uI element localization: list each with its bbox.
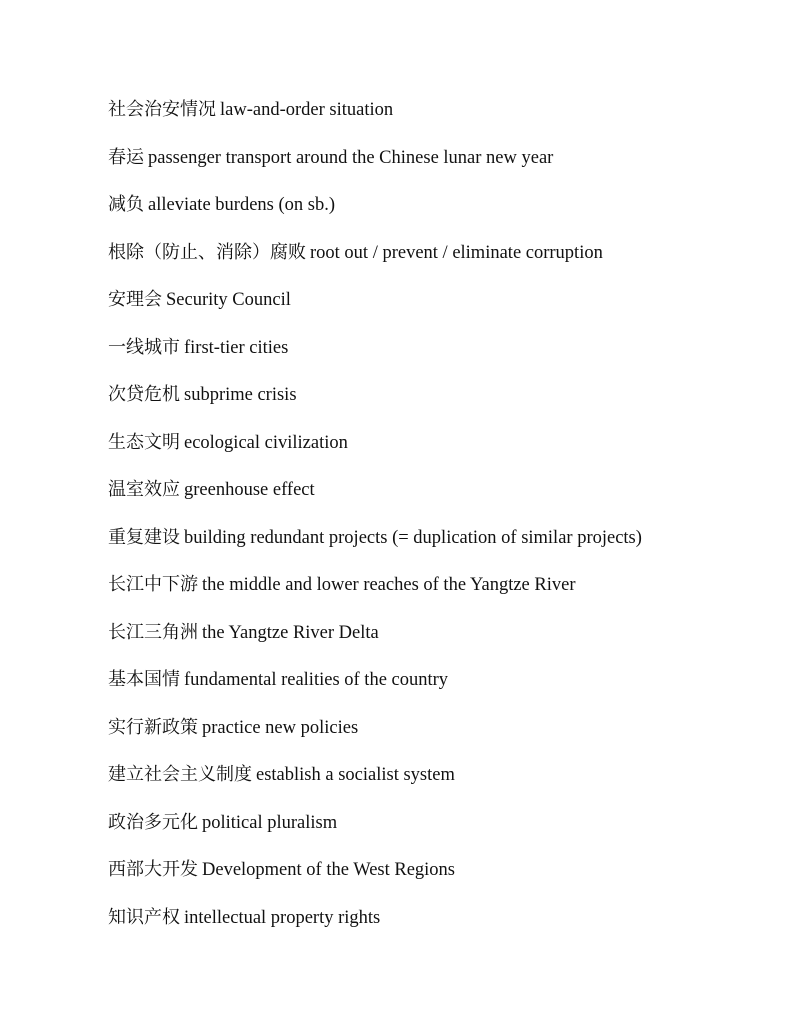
glossary-entry bbox=[108, 239, 778, 287]
english-translation: fundamental realities of the country bbox=[184, 670, 449, 690]
chinese-term: 建立社会主义制度 bbox=[108, 764, 252, 785]
chinese-term: 安理会 bbox=[108, 289, 162, 310]
english-translation: the middle and lower reaches of the Yangtze River bbox=[202, 575, 576, 595]
chinese-term: 春运 bbox=[108, 146, 144, 168]
english-translation: intellectual property rights bbox=[184, 907, 381, 928]
english-translation: alleviate burdens (on sb.) bbox=[148, 195, 335, 215]
glossary-entry bbox=[108, 96, 778, 144]
english-translation: the Yangtze River Delta bbox=[202, 622, 379, 643]
chinese-term: 根除（防止、消除）腐败 bbox=[108, 241, 306, 263]
chinese-term: 政治多元化 bbox=[108, 811, 198, 833]
glossary-entry bbox=[108, 761, 778, 809]
chinese-term: 减负 bbox=[108, 194, 144, 215]
chinese-term: 知识产权 bbox=[108, 906, 180, 928]
glossary-entry bbox=[108, 429, 778, 477]
english-translation: first-tier cities bbox=[184, 337, 289, 358]
chinese-term: 生态文明 bbox=[108, 431, 180, 453]
english-translation: ecological civilization bbox=[184, 432, 348, 453]
glossary-entry bbox=[108, 381, 778, 429]
chinese-term: 一线城市 bbox=[108, 336, 180, 358]
glossary-entry bbox=[108, 524, 778, 572]
glossary-entry bbox=[108, 334, 778, 382]
english-translation: Security Council bbox=[166, 290, 291, 310]
glossary-entry bbox=[108, 619, 778, 667]
english-translation: greenhouse effect bbox=[184, 480, 315, 500]
glossary-entry bbox=[108, 856, 778, 904]
chinese-term: 基本国情 bbox=[108, 669, 180, 690]
english-translation: law-and-order situation bbox=[220, 100, 394, 120]
glossary-entry bbox=[108, 809, 778, 857]
chinese-term: 温室效应 bbox=[108, 479, 180, 500]
chinese-term: 西部大开发 bbox=[108, 859, 198, 880]
english-translation: subprime crisis bbox=[184, 385, 297, 405]
glossary-entry bbox=[108, 571, 778, 619]
glossary-entry bbox=[108, 666, 778, 714]
english-translation: building redundant projects (= duplication of similar projects) bbox=[184, 527, 642, 548]
chinese-term: 实行新政策 bbox=[108, 716, 198, 738]
english-translation: establish a socialist system bbox=[256, 765, 455, 785]
glossary-entry bbox=[108, 904, 778, 952]
glossary-entry bbox=[108, 191, 778, 239]
glossary-entry bbox=[108, 714, 778, 762]
english-translation: passenger transport around the Chinese lunar new year bbox=[148, 147, 554, 168]
chinese-term: 重复建设 bbox=[108, 526, 180, 548]
glossary-entry bbox=[108, 476, 778, 524]
chinese-term: 社会治安情况 bbox=[108, 99, 216, 120]
chinese-term: 长江三角洲 bbox=[108, 621, 198, 643]
english-translation: political pluralism bbox=[202, 812, 338, 833]
english-translation: practice new policies bbox=[202, 717, 359, 738]
english-translation: Development of the West Regions bbox=[202, 860, 456, 880]
chinese-term: 次贷危机 bbox=[108, 384, 180, 405]
glossary-entry bbox=[108, 144, 778, 192]
english-translation: root out / prevent / eliminate corruption bbox=[310, 242, 603, 263]
glossary-entry bbox=[108, 286, 778, 334]
chinese-term: 长江中下游 bbox=[108, 574, 198, 595]
glossary-list bbox=[108, 96, 778, 951]
